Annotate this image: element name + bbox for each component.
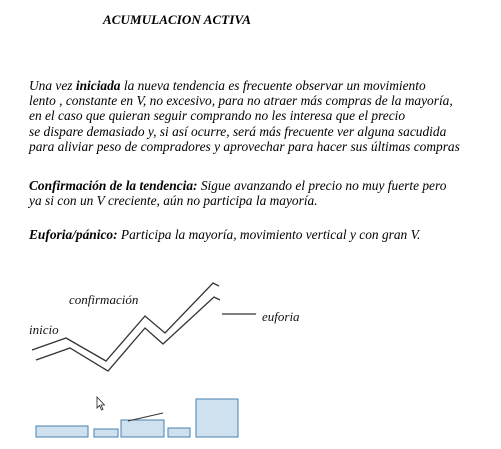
paragraph-line: ya si con un V creciente, aún no participa la mayoría. xyxy=(29,193,318,209)
volume-bar xyxy=(168,428,190,437)
paragraph-line: en el caso que quieran seguir comprando no les interesa que el precio xyxy=(29,108,406,124)
bold-term-confirmacion: Confirmación de la tendencia: xyxy=(29,178,198,193)
text-fragment: Una vez xyxy=(29,78,76,93)
label-confirmacion: confirmación xyxy=(69,292,139,307)
paragraph-line: lento , constante en V, no excesivo, para no atraer más compras de la mayoría, xyxy=(29,93,453,109)
volume-bar xyxy=(36,426,88,437)
paragraph-line: para aliviar peso de compradores y aprovechar para hacer sus últimas compras xyxy=(29,138,460,154)
volume-bar xyxy=(121,420,164,437)
label-euforia: euforia xyxy=(262,309,300,324)
document-title: ACUMULACION ACTIVA xyxy=(103,12,252,27)
volume-bar xyxy=(196,399,238,437)
volume-bar xyxy=(94,429,118,437)
bold-term-iniciada: iniciada xyxy=(75,78,121,93)
trend-line-lower xyxy=(36,297,220,371)
text-fragment: la nueva tendencia es frecuente observar un movimiento xyxy=(120,78,426,93)
label-inicio: inicio xyxy=(29,322,59,337)
mouse-cursor-icon xyxy=(97,397,105,410)
paragraph-line: se dispare demasiado y, si así ocurre, será más frecuente ver alguna sacudida xyxy=(29,123,447,139)
text-fragment: Sigue avanzando el precio no muy fuerte pero xyxy=(197,178,447,193)
bold-term-euforia: Euforia/pánico: xyxy=(29,227,118,242)
text-fragment: Participa la mayoría, movimiento vertical y con gran V. xyxy=(117,227,421,242)
